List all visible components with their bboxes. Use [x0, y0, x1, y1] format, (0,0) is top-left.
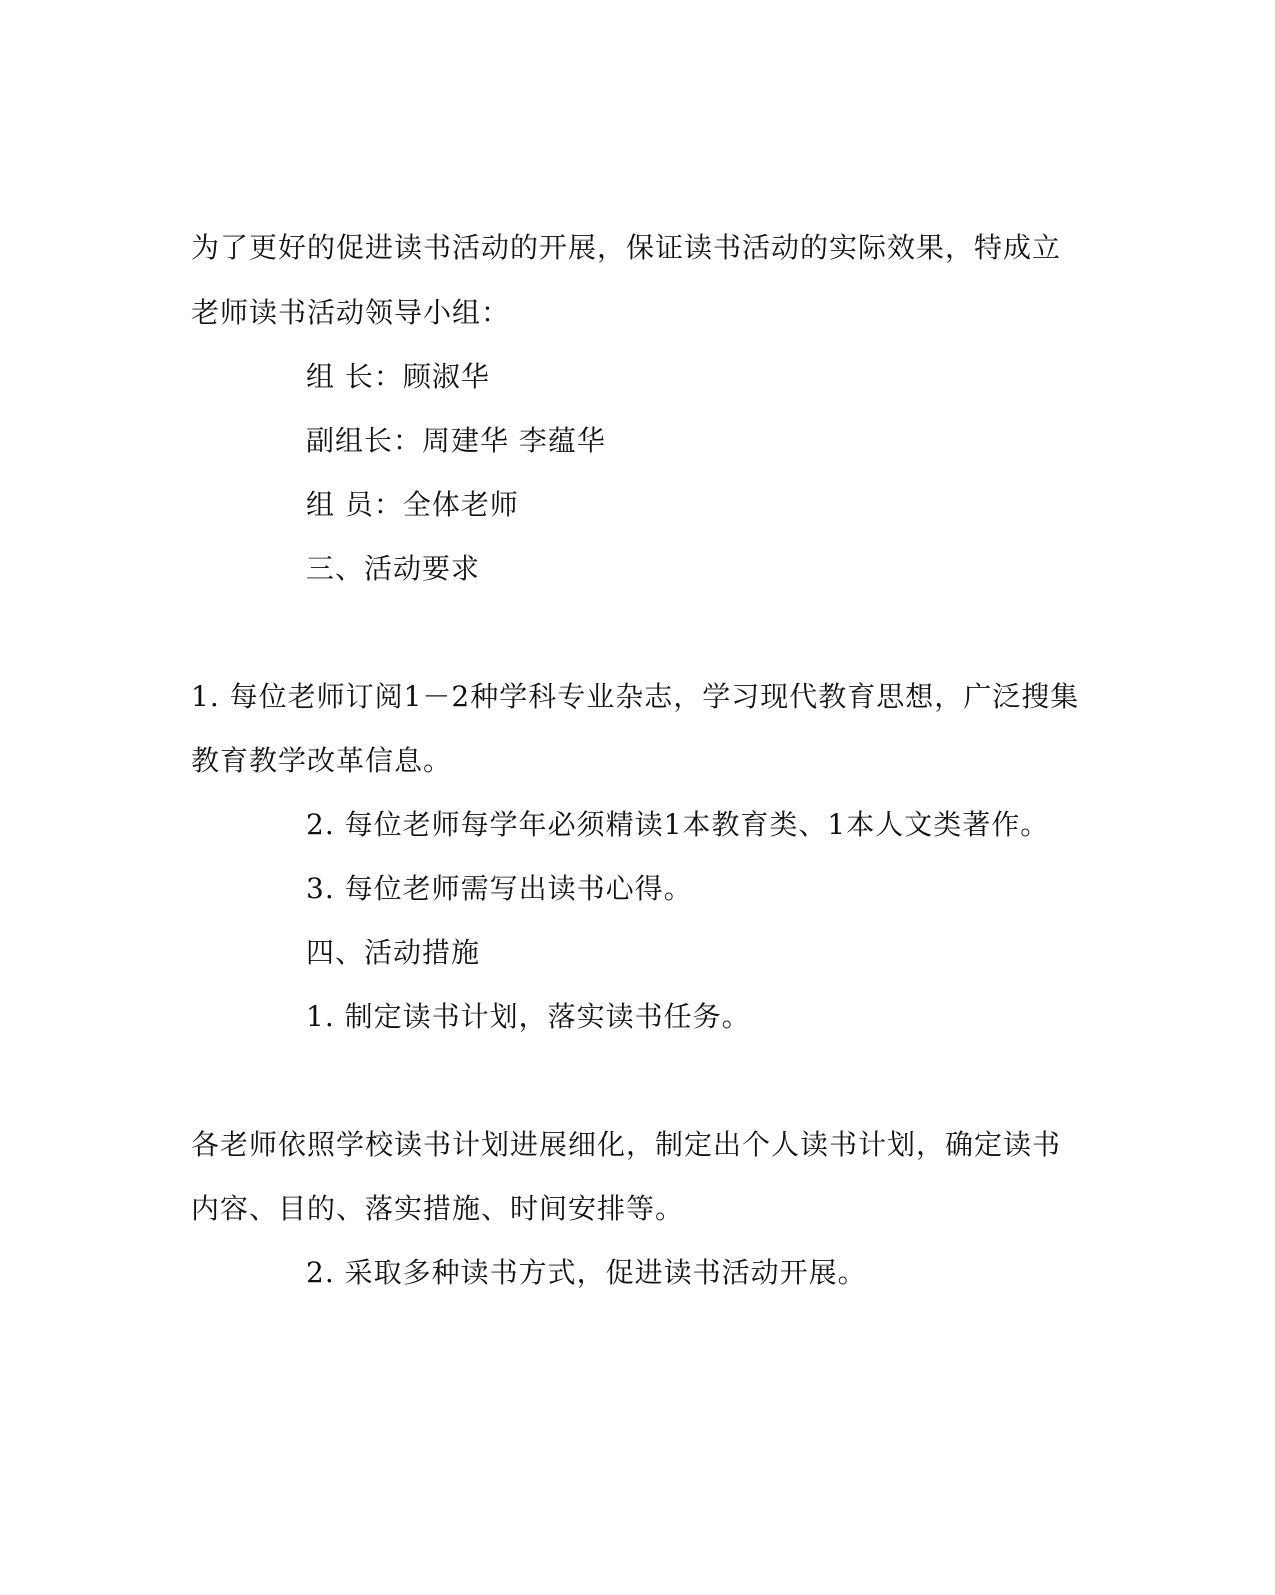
- measure-2: 2. 采取多种读书方式，促进读书活动开展。: [306, 1256, 867, 1289]
- group-members-line: 组 员：全体老师: [306, 488, 519, 521]
- requirement-1-line-1: 1. 每位老师订阅1－2种学科专业杂志，学习现代教育思想，广泛搜集: [191, 680, 1080, 713]
- requirement-1-line-2: 教育教学改革信息。: [191, 744, 453, 777]
- measure-1-detail-line-2: 内容、目的、落实措施、时间安排等。: [191, 1192, 685, 1225]
- deputy-leader-line: 副组长：周建华 李蕴华: [306, 424, 606, 457]
- group-leader-line: 组 长：顾淑华: [306, 360, 490, 393]
- requirement-2: 2. 每位老师每学年必须精读1本教育类、1本人文类著作。: [306, 808, 1050, 841]
- intro-paragraph-line-1: 为了更好的促进读书活动的开展，保证读书活动的实际效果，特成立: [191, 231, 1062, 264]
- section-4-heading: 四、活动措施: [306, 936, 481, 969]
- measure-1-detail-line-1: 各老师依照学校读书计划进展细化，制定出个人读书计划，确定读书: [191, 1128, 1062, 1161]
- measure-1: 1. 制定读书计划，落实读书任务。: [306, 1000, 751, 1033]
- section-3-heading: 三、活动要求: [306, 552, 481, 585]
- requirement-3: 3. 每位老师需写出读书心得。: [306, 872, 693, 905]
- intro-paragraph-line-2: 老师读书活动领导小组：: [191, 296, 511, 329]
